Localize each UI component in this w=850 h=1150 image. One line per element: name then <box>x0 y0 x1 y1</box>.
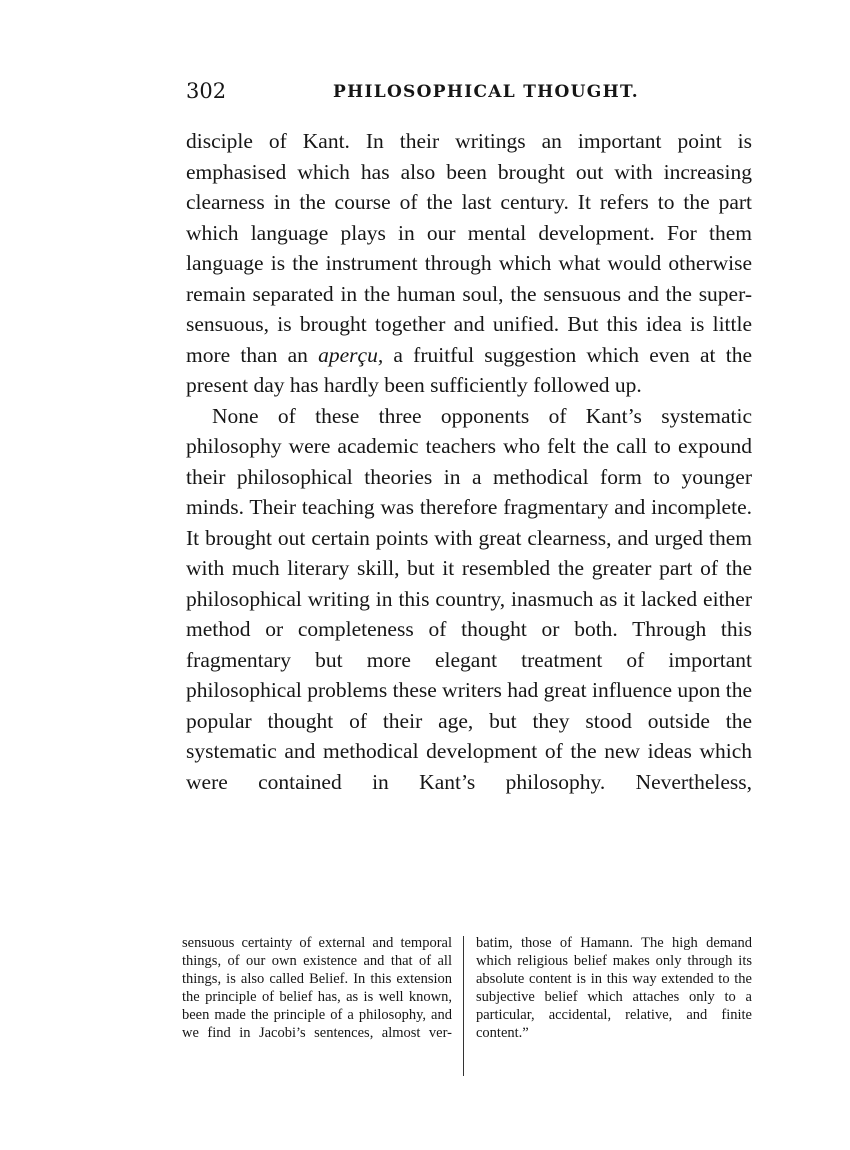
running-title: PHILOSOPHICAL THOUGHT. <box>333 82 639 102</box>
paragraph-1-text-a: disciple of Kant. In their writings an important point is emphasised which has also been brought out with increasing clearness in the course of the last century. It refers to the part which language plays in our mental development. For them language is the instrument through which what would otherwise remain separated in the human soul, the sensuous and the super-sensuous, is brought together and unified. But this idea is little more than an <box>186 129 752 367</box>
paragraph-2: None of these three opponents of Kant’s systematic philosophy were academic teachers who felt the call to expound their philosophical theories in a methodical form to younger minds. Their teaching was therefore fragmentary and incomplete. It brought out certain points with great clearness, and urged them with much literary skill, but it resembled the greater part of the philosophical writing in this country, inasmuch as it lacked either method or completeness of thought or both. Through this fragmentary but more elegant treatment of important philosophical problems these writers had great influence upon the popular thought of their age, but they stood outside the systematic and methodical development of the new ideas which were contained in Kant’s philosophy. Nevertheless, <box>186 403 753 794</box>
page-header <box>186 79 752 109</box>
footnote-right-column: batim, those of Hamann. The high demand which religious belief makes only through its absolute content is in this way extended to the subjective belief which attaches only to a particular, accidental, relative, and finite content.” <box>476 935 752 1041</box>
paragraph-1-text-b: a fruitful suggestion which even at the present day has hardly been sufficiently followed up. <box>186 342 752 397</box>
body-text <box>186 126 752 797</box>
footnote-column-divider <box>463 936 464 1076</box>
paragraph-1 <box>186 126 752 401</box>
footnote-left-column: sensuous certainty of external and temporal things, of our own existence and that of all things, is also called Belief. In this extension the principle of belief has, as is well known, been made the principle of a philosophy, and we find in Jacobi’s sentences, almost ver- <box>182 935 452 1041</box>
page-number: 302 <box>186 79 227 103</box>
footnote-block <box>182 934 752 1084</box>
paragraph-1-italic-term: aperçu, <box>318 342 384 367</box>
